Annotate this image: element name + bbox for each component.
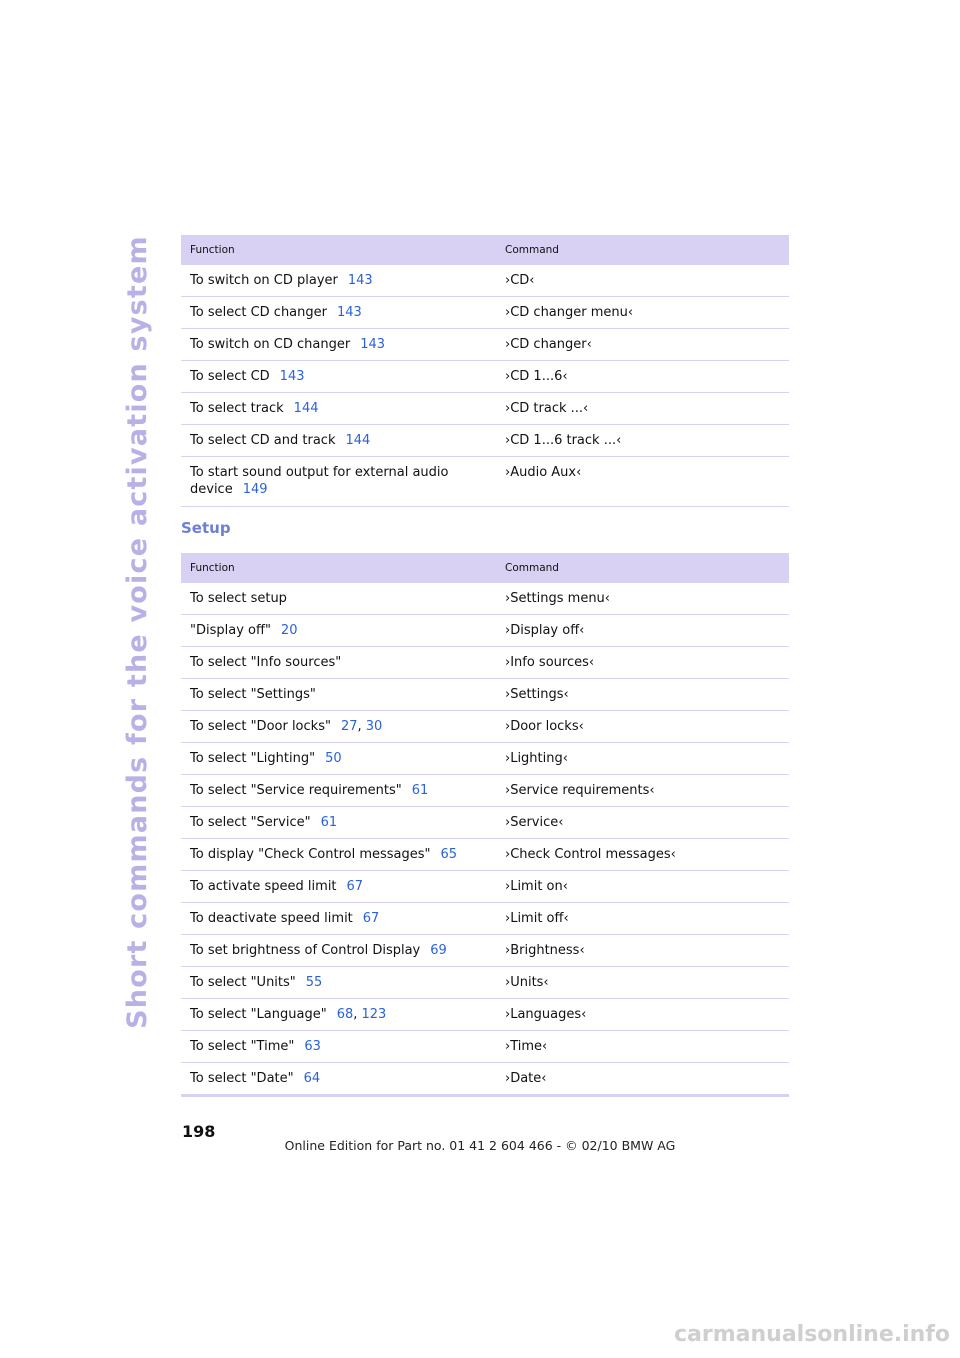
page-reference-link[interactable]: 149 [242, 482, 268, 497]
command-cell: ›Time‹ [505, 1039, 548, 1054]
section-title-setup: Setup [181, 519, 231, 537]
function-text: "Display off" [190, 623, 271, 638]
function-text: To select "Units" [190, 975, 296, 990]
function-text: To set brightness of Control Display [190, 943, 421, 958]
function-text: To display "Check Control messages" [190, 847, 431, 862]
table-row [181, 711, 789, 743]
page-number: 198 [182, 1122, 216, 1141]
function-text: To select "Service" [190, 815, 311, 830]
function-text: To deactivate speed limit [190, 911, 353, 926]
ref-separator: , [353, 1007, 362, 1022]
function-text: To select "Door locks" [190, 719, 331, 734]
footer-edition: Online Edition for Part no. 01 41 2 604 466 - © 02/10 BMW AG [284, 1138, 676, 1153]
page-reference-link[interactable]: 20 [280, 623, 298, 638]
function-cell [181, 393, 497, 424]
function-cell [181, 903, 497, 934]
function-text: To select CD [190, 369, 270, 384]
function-text: To select "Settings" [190, 687, 316, 702]
page-reference-link[interactable]: 144 [345, 433, 371, 448]
table-row [181, 999, 789, 1031]
side-section-title: Short commands for the voice activation system [122, 235, 153, 1029]
cd-commands-table [181, 235, 789, 507]
command-cell: ›Check Control messages‹ [505, 847, 676, 862]
page-reference-link[interactable]: 67 [346, 879, 364, 894]
header-command: Command [505, 562, 559, 574]
function-text: To switch on CD player [190, 273, 338, 288]
table-row [181, 839, 789, 871]
command-cell: ›CD changer‹ [505, 337, 592, 352]
table-row [181, 297, 789, 329]
function-text: To select CD and track [190, 433, 336, 448]
table-row [181, 1063, 789, 1095]
command-cell: ›Brightness‹ [505, 943, 585, 958]
command-cell: ›Units‹ [505, 975, 549, 990]
function-cell [181, 583, 497, 614]
table-body [181, 583, 789, 1095]
function-cell [181, 329, 497, 360]
page-reference-link[interactable]: 65 [440, 847, 458, 862]
function-cell [181, 839, 497, 870]
table-row [181, 265, 789, 297]
function-text: To select "Service requirements" [190, 783, 402, 798]
table-row [181, 361, 789, 393]
function-cell [181, 457, 497, 506]
table-row [181, 583, 789, 615]
page-reference-link[interactable]: 61 [320, 815, 338, 830]
table-row [181, 935, 789, 967]
command-cell: ›CD 1...6 track ...‹ [505, 433, 622, 448]
command-cell: ›Display off‹ [505, 623, 585, 638]
command-cell: ›Audio Aux‹ [505, 465, 582, 480]
table-row [181, 647, 789, 679]
function-cell [181, 297, 497, 328]
table-row [181, 903, 789, 935]
command-cell: ›Limit off‹ [505, 911, 569, 926]
command-cell: ›Service requirements‹ [505, 783, 655, 798]
page-reference-link[interactable]: 50 [325, 751, 342, 766]
table-row [181, 679, 789, 711]
header-command: Command [505, 244, 559, 256]
table-header [181, 553, 789, 583]
page-reference-link[interactable]: 143 [360, 337, 386, 352]
function-text: To select track [190, 401, 284, 416]
function-text: To select "Language" [190, 1007, 327, 1022]
function-cell [181, 999, 497, 1030]
function-text: To select "Info sources" [190, 655, 342, 670]
table-row [181, 775, 789, 807]
page-reference-link[interactable]: 55 [305, 975, 323, 990]
command-cell: ›Settings‹ [505, 687, 569, 702]
function-text: To select setup [190, 591, 287, 606]
function-cell [181, 647, 497, 678]
table-row [181, 807, 789, 839]
function-cell [181, 1031, 497, 1062]
table-row [181, 425, 789, 457]
page-reference-link[interactable]: 27 [340, 719, 358, 734]
command-cell: ›Settings menu‹ [505, 591, 610, 606]
watermark: carmanualsonline.info [674, 1322, 950, 1347]
function-cell [181, 967, 497, 998]
function-cell [181, 711, 497, 742]
function-cell [181, 361, 497, 392]
command-cell: ›Languages‹ [505, 1007, 587, 1022]
command-cell: ›CD‹ [505, 273, 535, 288]
command-cell: ›Info sources‹ [505, 655, 595, 670]
setup-commands-table [181, 553, 789, 1097]
command-cell: ›CD track ...‹ [505, 401, 589, 416]
function-text: To select "Lighting" [190, 751, 316, 766]
function-cell [181, 615, 497, 646]
page-reference-link[interactable]: 63 [304, 1039, 321, 1054]
table-row [181, 871, 789, 903]
header-function: Function [190, 562, 235, 574]
function-cell [181, 743, 497, 774]
page-reference-link[interactable]: 143 [279, 369, 305, 384]
page-reference-link[interactable]: 69 [430, 943, 447, 958]
page-reference-link[interactable]: 30 [365, 719, 383, 734]
page-reference-link[interactable]: 143 [336, 305, 362, 320]
page-reference-link[interactable]: 143 [347, 273, 373, 288]
command-cell: ›Limit on‹ [505, 879, 568, 894]
function-cell [181, 871, 497, 902]
command-cell: ›CD changer menu‹ [505, 305, 634, 320]
page-reference-link[interactable]: 123 [361, 1007, 387, 1022]
function-cell [181, 425, 497, 456]
function-cell [181, 807, 497, 838]
function-text: To select CD changer [190, 305, 327, 320]
table-row [181, 1031, 789, 1063]
command-cell: ›Date‹ [505, 1071, 547, 1086]
function-text: To switch on CD changer [190, 337, 351, 352]
function-text: To activate speed limit [190, 879, 337, 894]
function-text: To start sound output for external audio device [190, 465, 449, 497]
function-cell [181, 935, 497, 966]
page-reference-link[interactable]: 144 [293, 401, 319, 416]
table-header [181, 235, 789, 265]
table-row [181, 457, 789, 507]
table-row [181, 967, 789, 999]
command-cell: ›Service‹ [505, 815, 564, 830]
header-function: Function [190, 244, 235, 256]
function-cell [181, 775, 497, 806]
function-cell [181, 679, 497, 710]
ref-separator: , [357, 719, 366, 734]
command-cell: ›CD 1...6‹ [505, 369, 568, 384]
table-row [181, 329, 789, 361]
command-cell: ›Door locks‹ [505, 719, 584, 734]
command-cell: ›Lighting‹ [505, 751, 568, 766]
page-reference-link[interactable]: 68 [336, 1007, 354, 1022]
page-reference-link[interactable]: 67 [362, 911, 380, 926]
function-text: To select "Time" [190, 1039, 295, 1054]
table-row [181, 393, 789, 425]
table-body [181, 265, 789, 507]
function-cell [181, 1063, 497, 1094]
function-text: To select "Date" [190, 1071, 294, 1086]
function-cell [181, 265, 497, 296]
page-reference-link[interactable]: 64 [303, 1071, 321, 1086]
table-row [181, 615, 789, 647]
table-row [181, 743, 789, 775]
page-reference-link[interactable]: 61 [411, 783, 429, 798]
